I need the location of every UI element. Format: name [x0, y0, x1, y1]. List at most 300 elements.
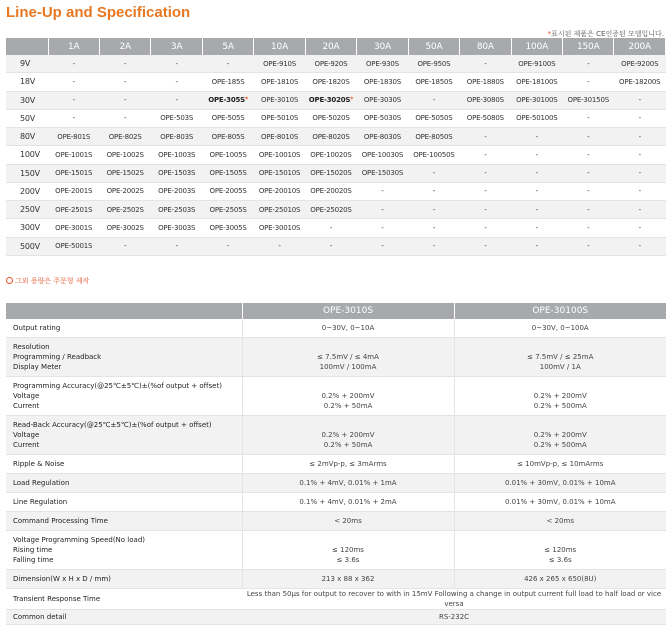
model-cell: [151, 128, 202, 146]
spec-value-model-1: [242, 474, 454, 493]
model-name: -: [535, 132, 538, 141]
model-name: OPE-9100S: [518, 59, 556, 68]
voltage-label: 250V: [6, 201, 48, 219]
model-cell: [202, 219, 253, 237]
custom-note: [6, 276, 89, 286]
model-name: -: [587, 114, 590, 123]
model-name: -: [535, 150, 538, 159]
model-cell: [254, 91, 305, 109]
model-name: OPE-8020S: [312, 132, 350, 141]
lineup-row: [6, 237, 666, 255]
spec-value-model-2: [454, 455, 666, 474]
spec-line: 0.2% + 500mA: [533, 441, 587, 449]
model-cell: [99, 237, 150, 255]
model-cell: [202, 91, 253, 109]
model-name: OPE-1001S: [55, 150, 93, 159]
spec-value-model-1: [242, 319, 454, 338]
model-name: OPE-5050S: [415, 114, 453, 123]
model-name: OPE-3030S: [363, 96, 402, 105]
model-cell: [511, 182, 562, 200]
spec-line: Falling time: [13, 556, 54, 564]
model-cell: [254, 73, 305, 91]
spec-value-model-1: [242, 338, 454, 377]
spec-row: [6, 570, 666, 589]
spec-line: Display Meter: [13, 363, 62, 371]
model-name: -: [638, 96, 641, 105]
current-header: 50A: [408, 38, 459, 55]
model-name: OPE-10020S: [310, 150, 352, 159]
model-name: -: [432, 223, 436, 232]
model-name: -: [484, 169, 487, 178]
model-name: OPE-5001S: [55, 242, 93, 251]
spec-line: ≤ 7.5mV / ≤ 25mA: [527, 353, 594, 361]
model-cell: [202, 146, 253, 164]
model-cell: [563, 109, 614, 127]
model-cell: [48, 146, 99, 164]
model-cell: [614, 146, 666, 164]
model-cell: [48, 164, 99, 182]
model-name: -: [124, 242, 127, 251]
model-cell: [460, 73, 511, 91]
model-name: -: [432, 205, 436, 214]
model-name: -: [638, 169, 641, 178]
model-cell: [305, 55, 356, 73]
model-cell: [614, 219, 666, 237]
lineup-row: [6, 201, 666, 219]
model-cell: [202, 182, 253, 200]
model-cell: [305, 237, 356, 255]
voltage-label: 18V: [6, 73, 48, 91]
spec-line: Read-Back Accuracy(@25℃±5℃)±(%of output + offset): [13, 421, 212, 429]
model-cell: [305, 164, 356, 182]
spec-line: [243, 381, 454, 391]
lineup-table: [6, 38, 666, 256]
model-cell: [202, 55, 253, 73]
model-name: -: [587, 223, 590, 232]
spec-row: [6, 531, 666, 570]
spec-value-model-2: [454, 416, 666, 455]
model-name: -: [124, 77, 127, 86]
model-name: -: [638, 132, 641, 141]
model-cell: [511, 55, 562, 73]
model-cell: [511, 164, 562, 182]
model-name: OPE-8050S: [415, 132, 453, 141]
model-name: OPE-1810S: [260, 77, 299, 86]
spec-line: ≤ 10mVp-p, ≤ 10mArms: [517, 460, 604, 468]
model-name: -: [638, 223, 641, 232]
model-name: -: [226, 59, 230, 68]
model-name: OPE-10030S: [361, 150, 404, 159]
spec-table: [6, 303, 666, 625]
model-name: OPE-30010S: [258, 223, 301, 232]
model-name: -: [484, 150, 487, 159]
current-header: 150A: [563, 38, 614, 55]
model-cell: [563, 55, 614, 73]
lineup-row: [6, 55, 666, 73]
model-name: OPE-30100S: [516, 96, 558, 105]
spec-line: [455, 420, 667, 430]
spec-line: 0.1% + 4mV, 0.01% + 1mA: [299, 479, 397, 487]
model-name: -: [638, 150, 641, 159]
model-name: -: [638, 114, 641, 123]
model-cell: [614, 73, 666, 91]
model-name: OPE-3002S: [106, 223, 144, 232]
model-name: -: [124, 59, 127, 68]
model-name: OPE-1505S: [209, 169, 247, 178]
model-name: -: [432, 242, 436, 251]
model-cell: [460, 109, 511, 127]
voltage-label: 150V: [6, 164, 48, 182]
spec-line: 0.2% + 200mV: [321, 431, 375, 439]
spec-row: [6, 474, 666, 493]
spec-line: < 20ms: [334, 517, 362, 525]
model-cell: [254, 55, 305, 73]
model-name: -: [175, 96, 178, 105]
model-cell: [99, 164, 150, 182]
model-name: -: [484, 205, 487, 214]
model-cell: [357, 182, 408, 200]
spec-line: 0.2% + 50mA: [323, 441, 373, 449]
model-cell: [254, 182, 305, 200]
voltage-label: 300V: [6, 219, 48, 237]
model-cell: [408, 237, 459, 255]
spec-value-model-1: [242, 512, 454, 531]
model-cell: [563, 182, 614, 200]
model-name: -: [432, 96, 436, 105]
model-cell: [614, 164, 666, 182]
model-cell: [511, 73, 562, 91]
model-cell: [305, 109, 356, 127]
spec-row: [6, 319, 666, 338]
spec-line: Ripple & Noise: [13, 460, 65, 468]
model-cell: [408, 55, 459, 73]
model-cell: [305, 91, 356, 109]
model-cell: [48, 128, 99, 146]
spec-line: Load Regulation: [13, 479, 70, 487]
model-name: OPE-3005S: [209, 223, 247, 232]
spec-line: 0~30V, 0~100A: [531, 324, 589, 332]
model-name: OPE-50100S: [516, 114, 558, 123]
model-name: OPE-5010S: [260, 114, 299, 123]
model-name: -: [432, 169, 436, 178]
model-name: OPE-2501S: [55, 205, 93, 214]
spec-label: [6, 319, 242, 338]
spec-line: [455, 381, 667, 391]
spec-line: ≤ 120ms: [332, 546, 364, 554]
model-name: -: [226, 242, 230, 251]
spec-label: [6, 493, 242, 512]
model-name: OPE-3020S: [308, 96, 351, 105]
model-cell: [254, 201, 305, 219]
model-cell: [48, 109, 99, 127]
model-cell: [48, 237, 99, 255]
ce-note-text: 표시된 제품은 CE인증된 모델입니다.: [551, 30, 664, 38]
model-name: OPE-2002S: [106, 187, 144, 196]
model-cell: [563, 164, 614, 182]
voltage-label: 200V: [6, 182, 48, 200]
spec-label: [6, 570, 242, 589]
model-cell: [99, 55, 150, 73]
spec-value-model-2: [454, 531, 666, 570]
spec-label: [6, 416, 242, 455]
lineup-header-row: [6, 38, 666, 55]
current-header: 200A: [614, 38, 666, 55]
model-cell: [151, 237, 202, 255]
spec-label: Common detail: [6, 610, 242, 625]
model-cell: [305, 201, 356, 219]
model-name: OPE-2502S: [106, 205, 144, 214]
model-name: OPE-185S: [211, 77, 245, 86]
model-cell: [48, 73, 99, 91]
spec-header-row: [6, 303, 666, 319]
model-cell: [511, 91, 562, 109]
model-cell: [48, 219, 99, 237]
current-header: 5A: [202, 38, 253, 55]
model-name: OPE-910S: [263, 59, 296, 68]
model-cell: [202, 109, 253, 127]
model-name: -: [72, 59, 75, 68]
model-cell: [511, 128, 562, 146]
spec-line: 426 x 265 x 650(8U): [524, 575, 597, 583]
model-name: OPE-10010S: [258, 150, 301, 159]
model-cell: [151, 182, 202, 200]
model-cell: [460, 91, 511, 109]
model-cell: [563, 237, 614, 255]
model-name: OPE-18100S: [516, 77, 558, 86]
spec-line: [455, 535, 667, 545]
spec-value-model-1: [242, 493, 454, 512]
spec-row: [6, 338, 666, 377]
spec-label: Transient Response Time: [6, 589, 242, 610]
model-cell: [254, 164, 305, 182]
model-cell: [357, 219, 408, 237]
spec-label: [6, 377, 242, 416]
spec-value-model-2: [454, 570, 666, 589]
model-name: -: [535, 187, 538, 196]
model-name: OPE-3080S: [466, 96, 504, 105]
spec-line: 0.2% + 200mV: [321, 392, 375, 400]
model-name: OPE-305S: [208, 96, 246, 105]
model-name: -: [484, 59, 487, 68]
model-name: OPE-1502S: [106, 169, 144, 178]
model-cell: [48, 182, 99, 200]
model-name: -: [587, 169, 590, 178]
spec-corner: [6, 303, 242, 319]
spec-line: [243, 342, 454, 352]
model-name: -: [535, 205, 538, 214]
model-name: -: [381, 205, 384, 214]
model-cell: [254, 128, 305, 146]
spec-value-model-1: [242, 377, 454, 416]
model-cell: [408, 109, 459, 127]
model-cell: [563, 146, 614, 164]
model-name: OPE-25020S: [310, 205, 352, 214]
voltage-label: 80V: [6, 128, 48, 146]
model-cell: [99, 73, 150, 91]
model-cell: [460, 182, 511, 200]
model-cell: [202, 237, 253, 255]
model-name: OPE-8030S: [363, 132, 402, 141]
model-name: OPE-1501S: [55, 169, 93, 178]
model-name: -: [124, 96, 127, 105]
spec-value-model-2: [454, 493, 666, 512]
spec-line: 0.1% + 4mV, 0.01% + 2mA: [299, 498, 397, 506]
model-cell: [202, 73, 253, 91]
spec-line: 0.2% + 500mA: [533, 402, 587, 410]
model-cell: [151, 55, 202, 73]
spec-line: 100mV / 1A: [539, 363, 581, 371]
model-name: OPE-1002S: [106, 150, 144, 159]
spec-line: Voltage Programming Speed(No load): [13, 536, 145, 544]
model-name: -: [175, 77, 178, 86]
spec-line: [455, 342, 667, 352]
model-cell: [305, 146, 356, 164]
spec-model-2: OPE-30100S: [454, 303, 666, 319]
model-cell: [254, 219, 305, 237]
model-name: -: [535, 223, 538, 232]
model-cell: [305, 219, 356, 237]
spec-line: 0.01% + 30mV, 0.01% + 10mA: [504, 479, 616, 487]
model-name: -: [484, 223, 487, 232]
model-cell: [408, 91, 459, 109]
current-header: 1A: [48, 38, 99, 55]
model-cell: [614, 55, 666, 73]
model-cell: [408, 182, 459, 200]
ce-mark: *: [245, 96, 248, 104]
model-cell: [460, 128, 511, 146]
spec-line: Output rating: [13, 324, 61, 332]
model-name: OPE-930S: [366, 59, 399, 68]
model-name: -: [535, 242, 538, 251]
model-name: OPE-805S: [211, 132, 245, 141]
spec-label: [6, 512, 242, 531]
spec-line: Dimension(W x H x D / mm): [13, 575, 111, 583]
spec-line: ≤ 2mVp-p, ≤ 3mArms: [309, 460, 387, 468]
model-name: -: [175, 59, 178, 68]
model-cell: [460, 237, 511, 255]
model-name: -: [278, 242, 281, 251]
model-cell: [99, 182, 150, 200]
spec-line: Programming / Readback: [13, 353, 102, 361]
model-name: -: [638, 205, 641, 214]
ce-mark: *: [547, 30, 552, 38]
model-name: OPE-503S: [160, 114, 194, 123]
model-name: OPE-3001S: [55, 223, 93, 232]
model-cell: [357, 55, 408, 73]
voltage-label: 30V: [6, 91, 48, 109]
lineup-row: [6, 182, 666, 200]
model-cell: [357, 128, 408, 146]
spec-line: 0.01% + 30mV, 0.01% + 10mA: [504, 498, 616, 506]
model-name: -: [535, 169, 538, 178]
model-cell: [460, 201, 511, 219]
model-cell: [48, 55, 99, 73]
current-header: 80A: [460, 38, 511, 55]
spec-line: [243, 535, 454, 545]
current-header: 2A: [99, 38, 150, 55]
model-name: OPE-15030S: [361, 169, 404, 178]
model-name: OPE-1820S: [312, 77, 350, 86]
spec-line: ≤ 120ms: [544, 546, 577, 554]
voltage-label: 9V: [6, 55, 48, 73]
spec-line: Voltage: [13, 392, 40, 400]
model-name: -: [587, 77, 590, 86]
model-name: OPE-2503S: [158, 205, 196, 214]
model-name: OPE-5080S: [466, 114, 504, 123]
model-name: -: [72, 96, 75, 105]
spec-line: Rising time: [13, 546, 53, 554]
model-cell: [511, 237, 562, 255]
model-cell: [563, 128, 614, 146]
model-name: OPE-2003S: [158, 187, 196, 196]
spec-value-model-2: [454, 377, 666, 416]
model-name: OPE-3010S: [260, 96, 299, 105]
spec-line: Resolution: [13, 343, 50, 351]
model-cell: [460, 164, 511, 182]
model-name: OPE-920S: [314, 59, 348, 68]
model-cell: [151, 146, 202, 164]
model-name: -: [587, 205, 590, 214]
model-cell: [151, 164, 202, 182]
model-cell: [511, 219, 562, 237]
model-cell: [48, 201, 99, 219]
model-cell: [408, 219, 459, 237]
model-cell: [408, 164, 459, 182]
lineup-row: [6, 109, 666, 127]
model-cell: [408, 128, 459, 146]
model-name: -: [329, 223, 333, 232]
model-cell: [305, 128, 356, 146]
spec-label: [6, 474, 242, 493]
model-cell: [151, 73, 202, 91]
model-cell: [254, 146, 305, 164]
lineup-corner: [6, 38, 48, 55]
spec-row: [6, 493, 666, 512]
model-cell: [408, 73, 459, 91]
model-name: -: [175, 242, 178, 251]
model-name: -: [72, 114, 75, 123]
spec-model-1: OPE-3010S: [242, 303, 454, 319]
model-cell: [563, 219, 614, 237]
spec-line: 0.2% + 200mV: [533, 392, 587, 400]
spec-value-model-1: [242, 455, 454, 474]
spec-line: ≤ 3.6s: [548, 556, 572, 564]
spec-line: ≤ 3.6s: [336, 556, 360, 564]
model-cell: [563, 73, 614, 91]
model-cell: [408, 201, 459, 219]
model-cell: [357, 164, 408, 182]
voltage-label: 50V: [6, 109, 48, 127]
model-name: -: [638, 242, 641, 251]
model-cell: [511, 109, 562, 127]
model-name: OPE-20020S: [310, 187, 352, 196]
model-cell: [460, 146, 511, 164]
model-cell: [202, 164, 253, 182]
model-name: -: [432, 187, 436, 196]
model-name: OPE-1850S: [415, 77, 453, 86]
model-name: -: [587, 150, 590, 159]
spec-line: 213 x 88 x 362: [321, 575, 375, 583]
model-name: -: [587, 187, 590, 196]
model-cell: [408, 146, 459, 164]
model-name: -: [329, 242, 333, 251]
spec-label: [6, 531, 242, 570]
model-name: OPE-18200S: [619, 77, 661, 86]
voltage-label: 100V: [6, 146, 48, 164]
model-name: -: [381, 223, 384, 232]
lineup-row: [6, 146, 666, 164]
model-name: OPE-801S: [57, 132, 91, 141]
